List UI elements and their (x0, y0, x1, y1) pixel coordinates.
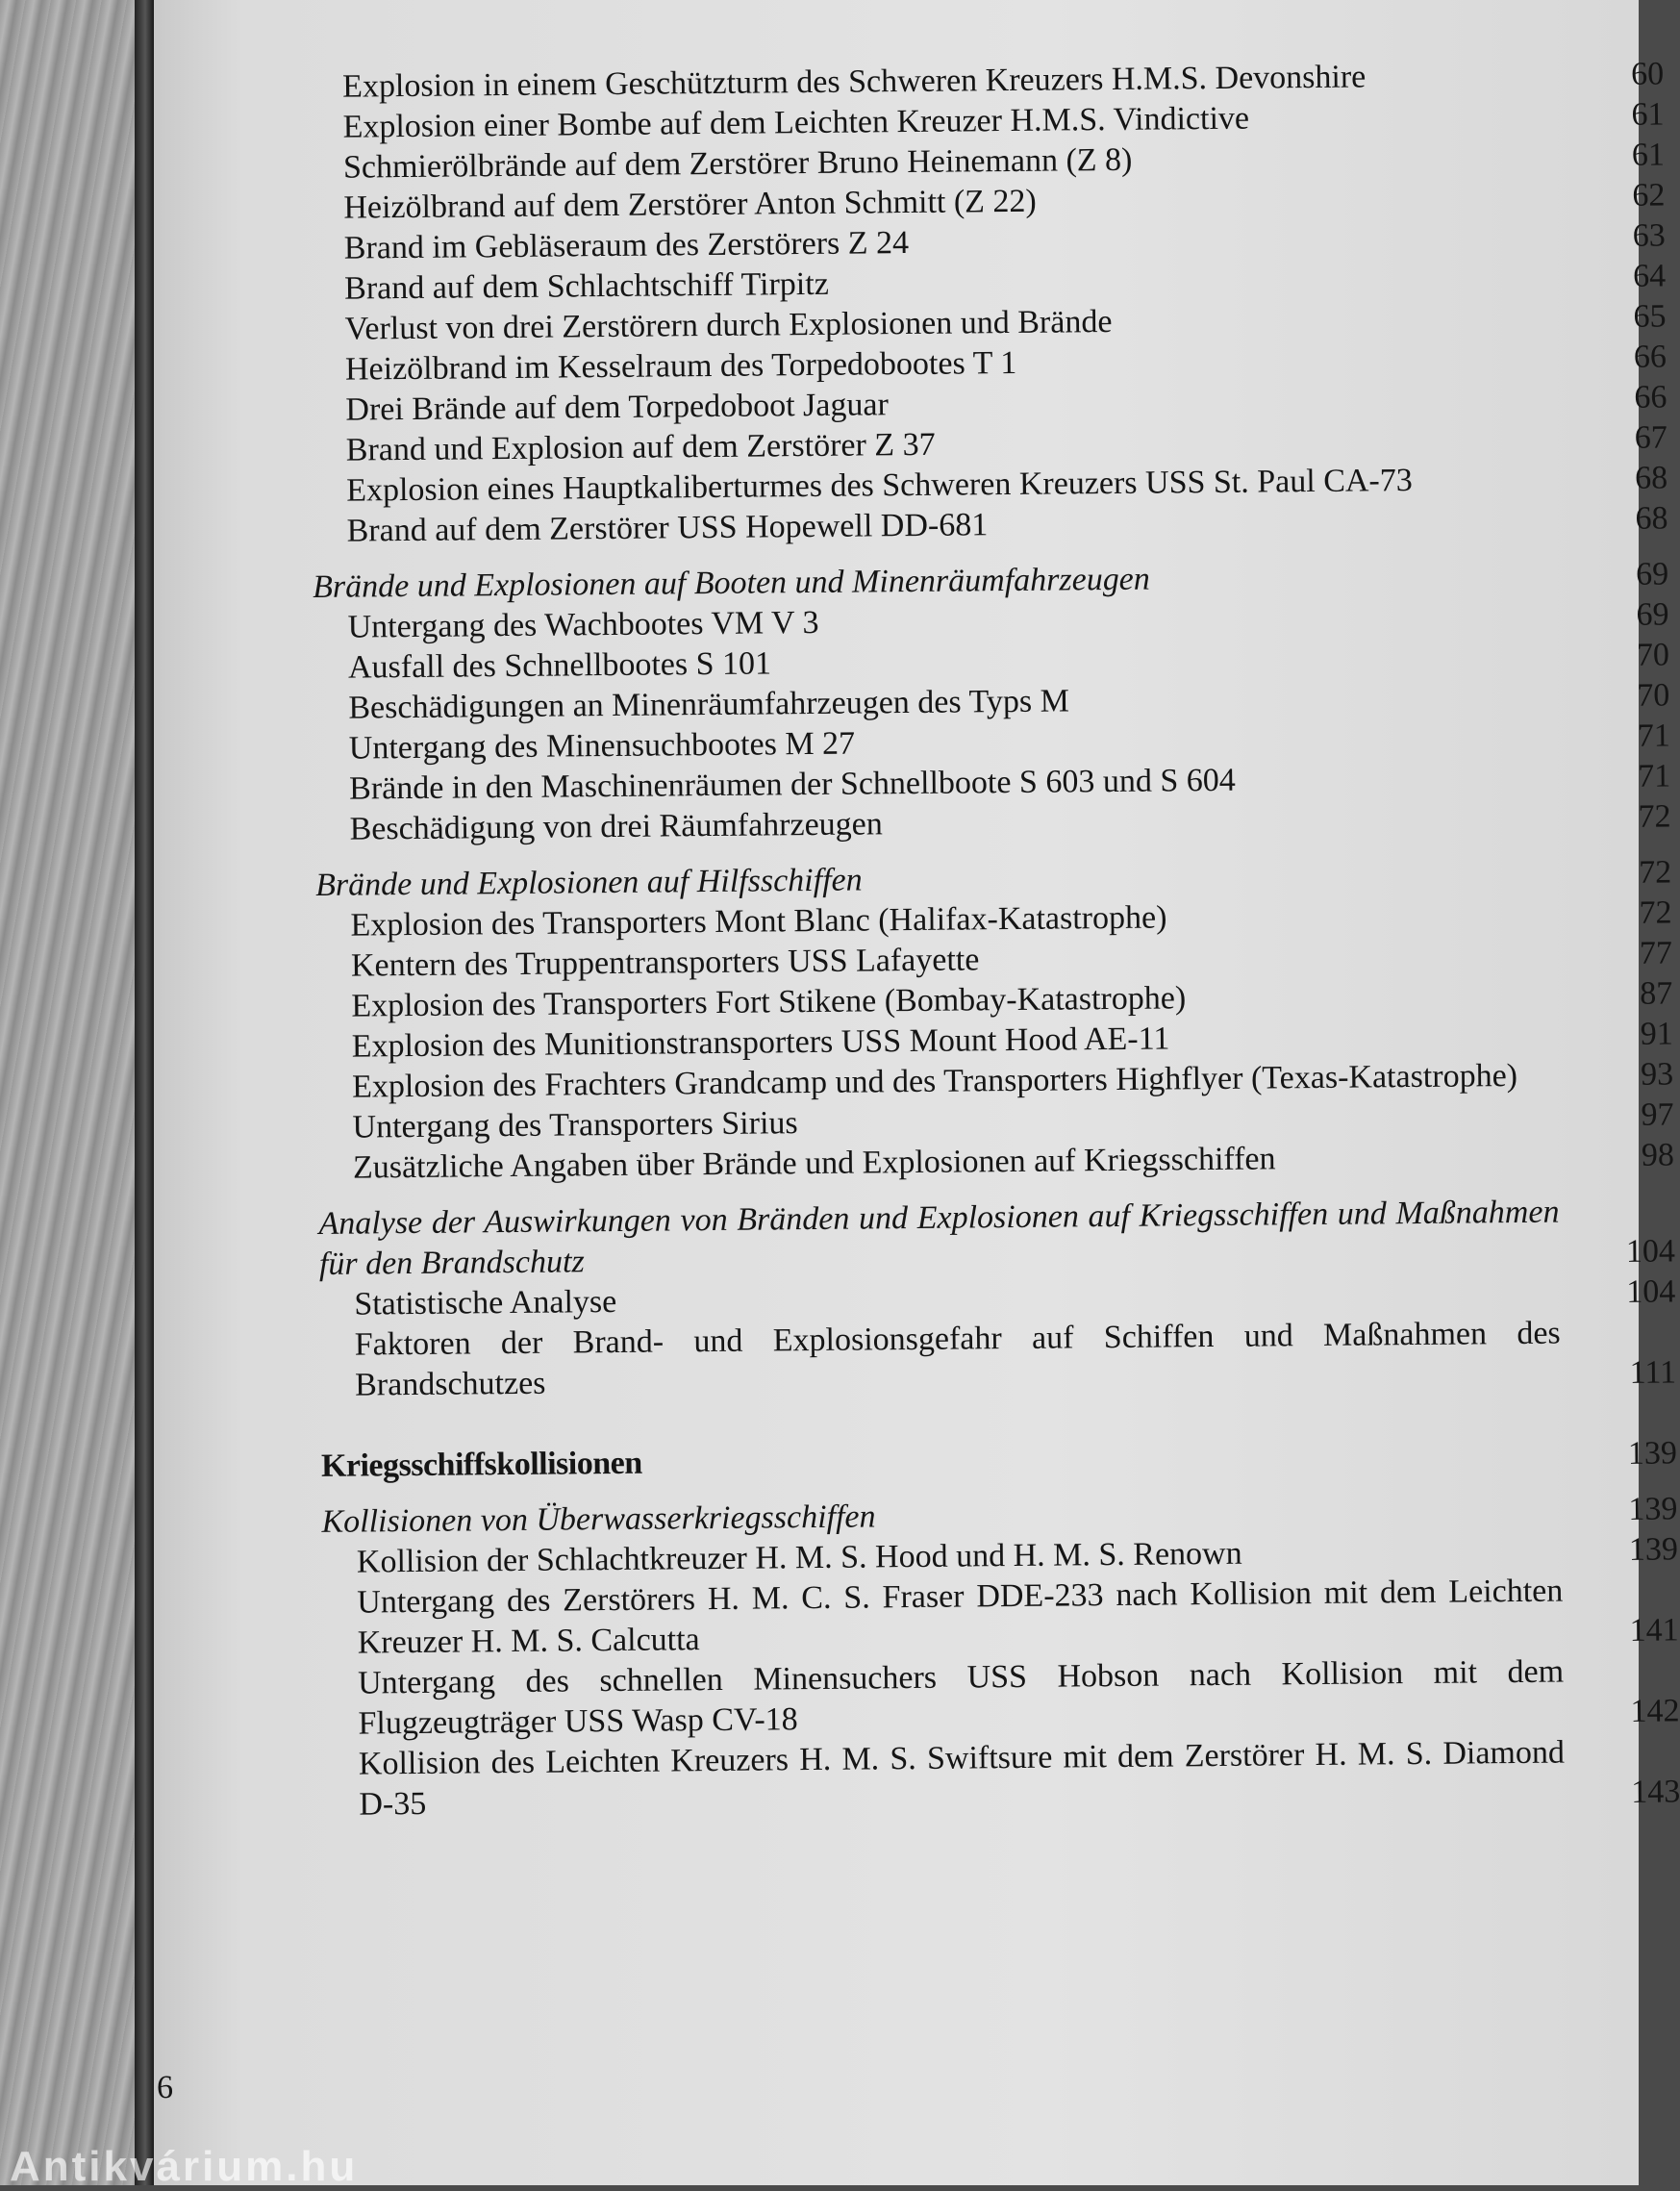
toc-page-number: 68 (1562, 458, 1667, 499)
toc-chapter (321, 1433, 1677, 1487)
toc-page-number: 111 (1570, 1352, 1676, 1394)
toc-entry: Kollision des Leichten Kreuzers H. M. S. Swiftsure mit dem Zerstörer H. M. S. Diamond D-35 143 (324, 1731, 1680, 1826)
toc-entry: Explosion in einem Geschützturm des Schweren Kreuzers H.M.S. Devonshire 60 (308, 54, 1664, 108)
toc-page-number: 67 (1562, 417, 1667, 459)
toc-entry: Explosion eines Hauptkaliberturmes des Schweren Kreuzers USS St. Paul CA-73 68 (312, 458, 1667, 512)
toc-page-number: 65 (1560, 296, 1666, 338)
toc-page-number: 143 (1574, 1772, 1680, 1813)
page-number: 6 (157, 2070, 173, 2106)
toc-page-number: 98 (1568, 1135, 1674, 1176)
toc-entry: Untergang des Transporters Sirius 97 (317, 1095, 1673, 1148)
toc-section (321, 1489, 1680, 1826)
toc-entry: Explosion des Transporters Fort Stikene (Bombay-Katastrophe) 87 (316, 973, 1672, 1027)
toc-page-number: 72 (1566, 852, 1671, 894)
toc-page-number: 93 (1567, 1054, 1673, 1096)
toc-entry: Brand und Explosion auf dem Zerstörer Z 37 67 (312, 417, 1667, 471)
toc-page-number: 62 (1559, 175, 1665, 216)
desk-background (0, 0, 144, 2185)
toc-entry: Brand auf dem Zerstörer USS Hopewell DD-681 68 (312, 498, 1667, 552)
toc-page-number: 66 (1561, 337, 1667, 378)
toc-page-number: 70 (1564, 635, 1669, 676)
toc-entry: Faktoren der Brand- und Explosionsgefahr auf Schiffen und Maßnahmen des Brandschutzes 111 (320, 1312, 1677, 1406)
toc-page-number: 63 (1560, 215, 1666, 257)
book-page (154, 0, 1639, 2185)
toc-page-number: 97 (1567, 1095, 1673, 1136)
book-spine (135, 0, 154, 2185)
toc-page-number: 72 (1566, 893, 1671, 934)
toc-entry: Brand auf dem Schlachtschiff Tirpitz 64 (310, 256, 1666, 310)
toc-entry: Schmierölbrände auf dem Zerstörer Bruno Heinemann (Z 8) 61 (309, 135, 1665, 189)
toc-page-number: 71 (1565, 756, 1670, 797)
toc-entry: Brand im Gebläseraum des Zerstörers Z 24 63 (310, 215, 1666, 269)
toc-entry: Heizölbrand auf dem Zerstörer Anton Schmitt (Z 22) 62 (309, 175, 1665, 229)
toc-section (313, 554, 1671, 850)
toc-entry: Verlust von drei Zerstörern durch Explosionen und Brände 65 (310, 296, 1666, 350)
toc-entry: Explosion des Transporters Mont Blanc (Halifax-Katastrophe) 72 (315, 893, 1671, 946)
toc-page-number: 72 (1565, 796, 1670, 838)
table-of-contents (308, 54, 1680, 1825)
toc-page-number: 142 (1573, 1691, 1679, 1732)
toc-page-number: 61 (1559, 135, 1665, 176)
toc-page-number: 77 (1567, 933, 1672, 974)
toc-page-number: 66 (1561, 377, 1667, 418)
watermark: Antikvárium.hu (10, 2143, 358, 2191)
toc-page-number: 139 (1572, 1529, 1678, 1571)
toc-page-number: 60 (1558, 54, 1664, 95)
toc-entry: Explosion des Munitionstransporters USS Mount Hood AE-11 91 (317, 1014, 1673, 1068)
toc-section (315, 852, 1674, 1189)
toc-page-number: 87 (1567, 973, 1672, 1015)
toc-entry: Untergang des Wachbootes VM V 3 69 (313, 594, 1668, 648)
toc-entry: Brände in den Maschinenräumen der Schnellboote S 603 und S 604 71 (314, 756, 1670, 810)
toc-page-number: 141 (1572, 1610, 1678, 1651)
toc-chapter-heading: Kriegsschiffskollisionen 139 (321, 1433, 1677, 1487)
toc-page-number: 139 (1571, 1433, 1677, 1474)
toc-entry: Explosion einer Bombe auf dem Leichten Kreuzer H.M.S. Vindictive 61 (308, 94, 1664, 148)
toc-entry: Beschädigungen an Minenräumfahrzeugen des Typs M 70 (313, 675, 1669, 729)
toc-page-number: 69 (1563, 594, 1668, 636)
toc-page-number: 70 (1564, 675, 1669, 717)
toc-page-number: 68 (1562, 498, 1667, 540)
toc-entry: Beschädigung von drei Räumfahrzeugen 72 (314, 796, 1670, 850)
toc-entry: Untergang des Zerstörers H. M. C. S. Fraser DDE-233 nach Kollision mit dem Leichten Kreuzer H. M. S. Calcutta 141 (322, 1570, 1679, 1664)
toc-entry: Drei Brände auf dem Torpedoboot Jaguar 66 (311, 377, 1667, 431)
toc-section (318, 1191, 1676, 1406)
toc-entry: Kollision der Schlachtkreuzer H. M. S. Hood und H. M. S. Renown 139 (322, 1529, 1678, 1583)
toc-page-number: 104 (1569, 1272, 1675, 1313)
toc-section-heading: Kollisionen von Überwasserkriegsschiffen 139 (321, 1489, 1677, 1543)
toc-entry: Statistische Analyse 104 (319, 1272, 1675, 1325)
toc-page-number: 61 (1558, 94, 1664, 136)
toc-section-heading: Brände und Explosionen auf Booten und Minenräumfahrzeugen 69 (313, 554, 1668, 608)
toc-entry: Heizölbrand im Kesselraum des Torpedobootes T 1 66 (311, 337, 1667, 390)
toc-entry: Untergang des Minensuchbootes M 27 71 (314, 716, 1670, 769)
toc-entry: Explosion des Frachters Grandcamp und des Transporters Highflyer (Texas-Katastrophe) 93 (317, 1054, 1673, 1108)
toc-entry: Kentern des Truppentransporters USS Lafayette 77 (316, 933, 1672, 987)
toc-page-number: 91 (1567, 1014, 1673, 1055)
toc-page-number: 71 (1565, 716, 1670, 757)
toc-entry: Untergang des schnellen Minensuchers USS Hobson nach Kollision mit dem Flugzeugträger USS Wasp CV-18 142 (323, 1650, 1680, 1745)
toc-section-heading: Analyse der Auswirkungen von Bränden und Explosionen auf Kriegsschiffen und Maßnahmen für den Brandschutz 104 (318, 1191, 1675, 1285)
toc-entry: Zusätzliche Angaben über Brände und Explosionen auf Kriegsschiffen 98 (318, 1135, 1674, 1189)
toc-entry: Ausfall des Schnellbootes S 101 70 (313, 635, 1669, 689)
toc-page-number: 104 (1569, 1231, 1675, 1272)
toc-page-number: 64 (1560, 256, 1666, 297)
toc-section-heading: Brände und Explosionen auf Hilfsschiffen 72 (315, 852, 1671, 906)
toc-page-number: 139 (1571, 1489, 1677, 1530)
toc-page-number: 69 (1563, 554, 1668, 595)
